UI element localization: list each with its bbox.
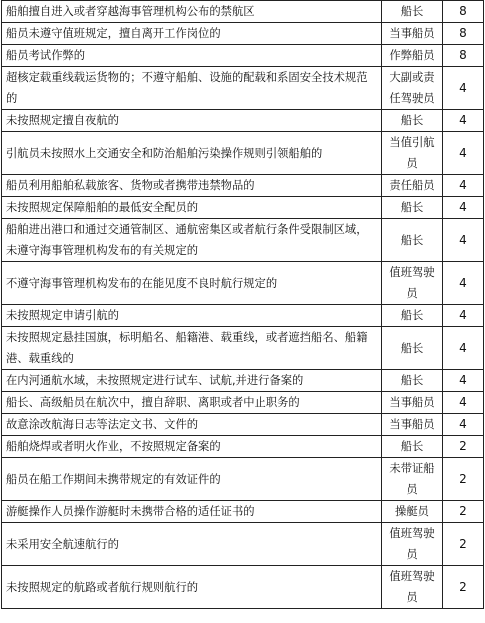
table-row bbox=[2, 45, 484, 67]
violation-cell: 船舶进出港口和通过交通管制区、通航密集区或者航行条件受限制区域，未遵守海事管理机构发布的有关规定的 bbox=[2, 219, 382, 262]
role-cell: 当事船员 bbox=[382, 23, 443, 45]
points-cell: 4 bbox=[443, 197, 484, 219]
violation-cell: 引航员未按照水上交通安全和防治船舶污染操作规则引领船舶的 bbox=[2, 132, 382, 175]
table-row bbox=[2, 67, 484, 110]
table-row bbox=[2, 436, 484, 458]
role-cell: 值班驾驶员 bbox=[382, 566, 443, 609]
role-cell: 船长 bbox=[382, 327, 443, 370]
violation-cell: 船舶擅自进入或者穿越海事管理机构公布的禁航区 bbox=[2, 1, 382, 23]
table-row bbox=[2, 370, 484, 392]
points-cell: 4 bbox=[443, 67, 484, 110]
points-cell: 2 bbox=[443, 501, 484, 523]
points-cell: 8 bbox=[443, 1, 484, 23]
points-cell: 4 bbox=[443, 327, 484, 370]
penalty-points-table bbox=[1, 0, 484, 609]
violation-cell: 船员在船工作期间未携带规定的有效证件的 bbox=[2, 458, 382, 501]
points-cell: 4 bbox=[443, 392, 484, 414]
role-cell: 船长 bbox=[382, 305, 443, 327]
points-cell: 4 bbox=[443, 175, 484, 197]
points-cell: 4 bbox=[443, 219, 484, 262]
table-row bbox=[2, 501, 484, 523]
table-body bbox=[2, 1, 484, 609]
table-row bbox=[2, 327, 484, 370]
table-row bbox=[2, 132, 484, 175]
violation-cell: 游艇操作人员操作游艇时未携带合格的适任证书的 bbox=[2, 501, 382, 523]
violation-cell: 未按照规定的航路或者航行规则航行的 bbox=[2, 566, 382, 609]
role-cell: 船长 bbox=[382, 110, 443, 132]
points-cell: 8 bbox=[443, 45, 484, 67]
violation-cell: 未按照规定保障船舶的最低安全配员的 bbox=[2, 197, 382, 219]
role-cell: 当值引航员 bbox=[382, 132, 443, 175]
role-cell: 责任船员 bbox=[382, 175, 443, 197]
table-row bbox=[2, 458, 484, 501]
violation-cell: 不遵守海事管理机构发布的在能见度不良时航行规定的 bbox=[2, 262, 382, 305]
points-cell: 4 bbox=[443, 370, 484, 392]
role-cell: 当事船员 bbox=[382, 414, 443, 436]
violation-cell: 故意涂改航海日志等法定文书、文件的 bbox=[2, 414, 382, 436]
table-row bbox=[2, 392, 484, 414]
role-cell: 值班驾驶员 bbox=[382, 523, 443, 566]
points-cell: 8 bbox=[443, 23, 484, 45]
points-cell: 2 bbox=[443, 523, 484, 566]
table-row bbox=[2, 219, 484, 262]
violation-cell: 船员利用船舶私载旅客、货物或者携带违禁物品的 bbox=[2, 175, 382, 197]
role-cell: 船长 bbox=[382, 1, 443, 23]
points-cell: 4 bbox=[443, 132, 484, 175]
table-row bbox=[2, 262, 484, 305]
points-cell: 2 bbox=[443, 458, 484, 501]
violation-cell: 未按照规定悬挂国旗，标明船名、船籍港、载重线，或者遮挡船名、船籍港、载重线的 bbox=[2, 327, 382, 370]
points-cell: 2 bbox=[443, 566, 484, 609]
table-row bbox=[2, 23, 484, 45]
table-row bbox=[2, 1, 484, 23]
role-cell: 大副或责任驾驶员 bbox=[382, 67, 443, 110]
violation-cell: 船长、高级船员在航次中，擅自辞职、离职或者中止职务的 bbox=[2, 392, 382, 414]
violation-cell: 超核定载重线载运货物的；不遵守船舶、设施的配载和系固安全技术规范的 bbox=[2, 67, 382, 110]
violation-cell: 船舶烧焊或者明火作业，不按照规定备案的 bbox=[2, 436, 382, 458]
table-row bbox=[2, 566, 484, 609]
role-cell: 值班驾驶员 bbox=[382, 262, 443, 305]
role-cell: 船长 bbox=[382, 197, 443, 219]
table-row bbox=[2, 414, 484, 436]
violation-cell: 未按照规定申请引航的 bbox=[2, 305, 382, 327]
table-row bbox=[2, 175, 484, 197]
points-cell: 4 bbox=[443, 414, 484, 436]
table-row bbox=[2, 523, 484, 566]
role-cell: 船长 bbox=[382, 436, 443, 458]
role-cell: 船长 bbox=[382, 219, 443, 262]
role-cell: 操艇员 bbox=[382, 501, 443, 523]
role-cell: 未带证船员 bbox=[382, 458, 443, 501]
violation-cell: 船员未遵守值班规定，擅自离开工作岗位的 bbox=[2, 23, 382, 45]
violation-cell: 在内河通航水域，未按照规定进行试车、试航,并进行备案的 bbox=[2, 370, 382, 392]
violation-cell: 未按照规定擅自夜航的 bbox=[2, 110, 382, 132]
table-row bbox=[2, 110, 484, 132]
points-cell: 4 bbox=[443, 305, 484, 327]
points-cell: 2 bbox=[443, 436, 484, 458]
role-cell: 船长 bbox=[382, 370, 443, 392]
table-row bbox=[2, 305, 484, 327]
table-row bbox=[2, 197, 484, 219]
role-cell: 当事船员 bbox=[382, 392, 443, 414]
violation-cell: 船员考试作弊的 bbox=[2, 45, 382, 67]
points-cell: 4 bbox=[443, 262, 484, 305]
points-cell: 4 bbox=[443, 110, 484, 132]
violation-cell: 未采用安全航速航行的 bbox=[2, 523, 382, 566]
role-cell: 作弊船员 bbox=[382, 45, 443, 67]
